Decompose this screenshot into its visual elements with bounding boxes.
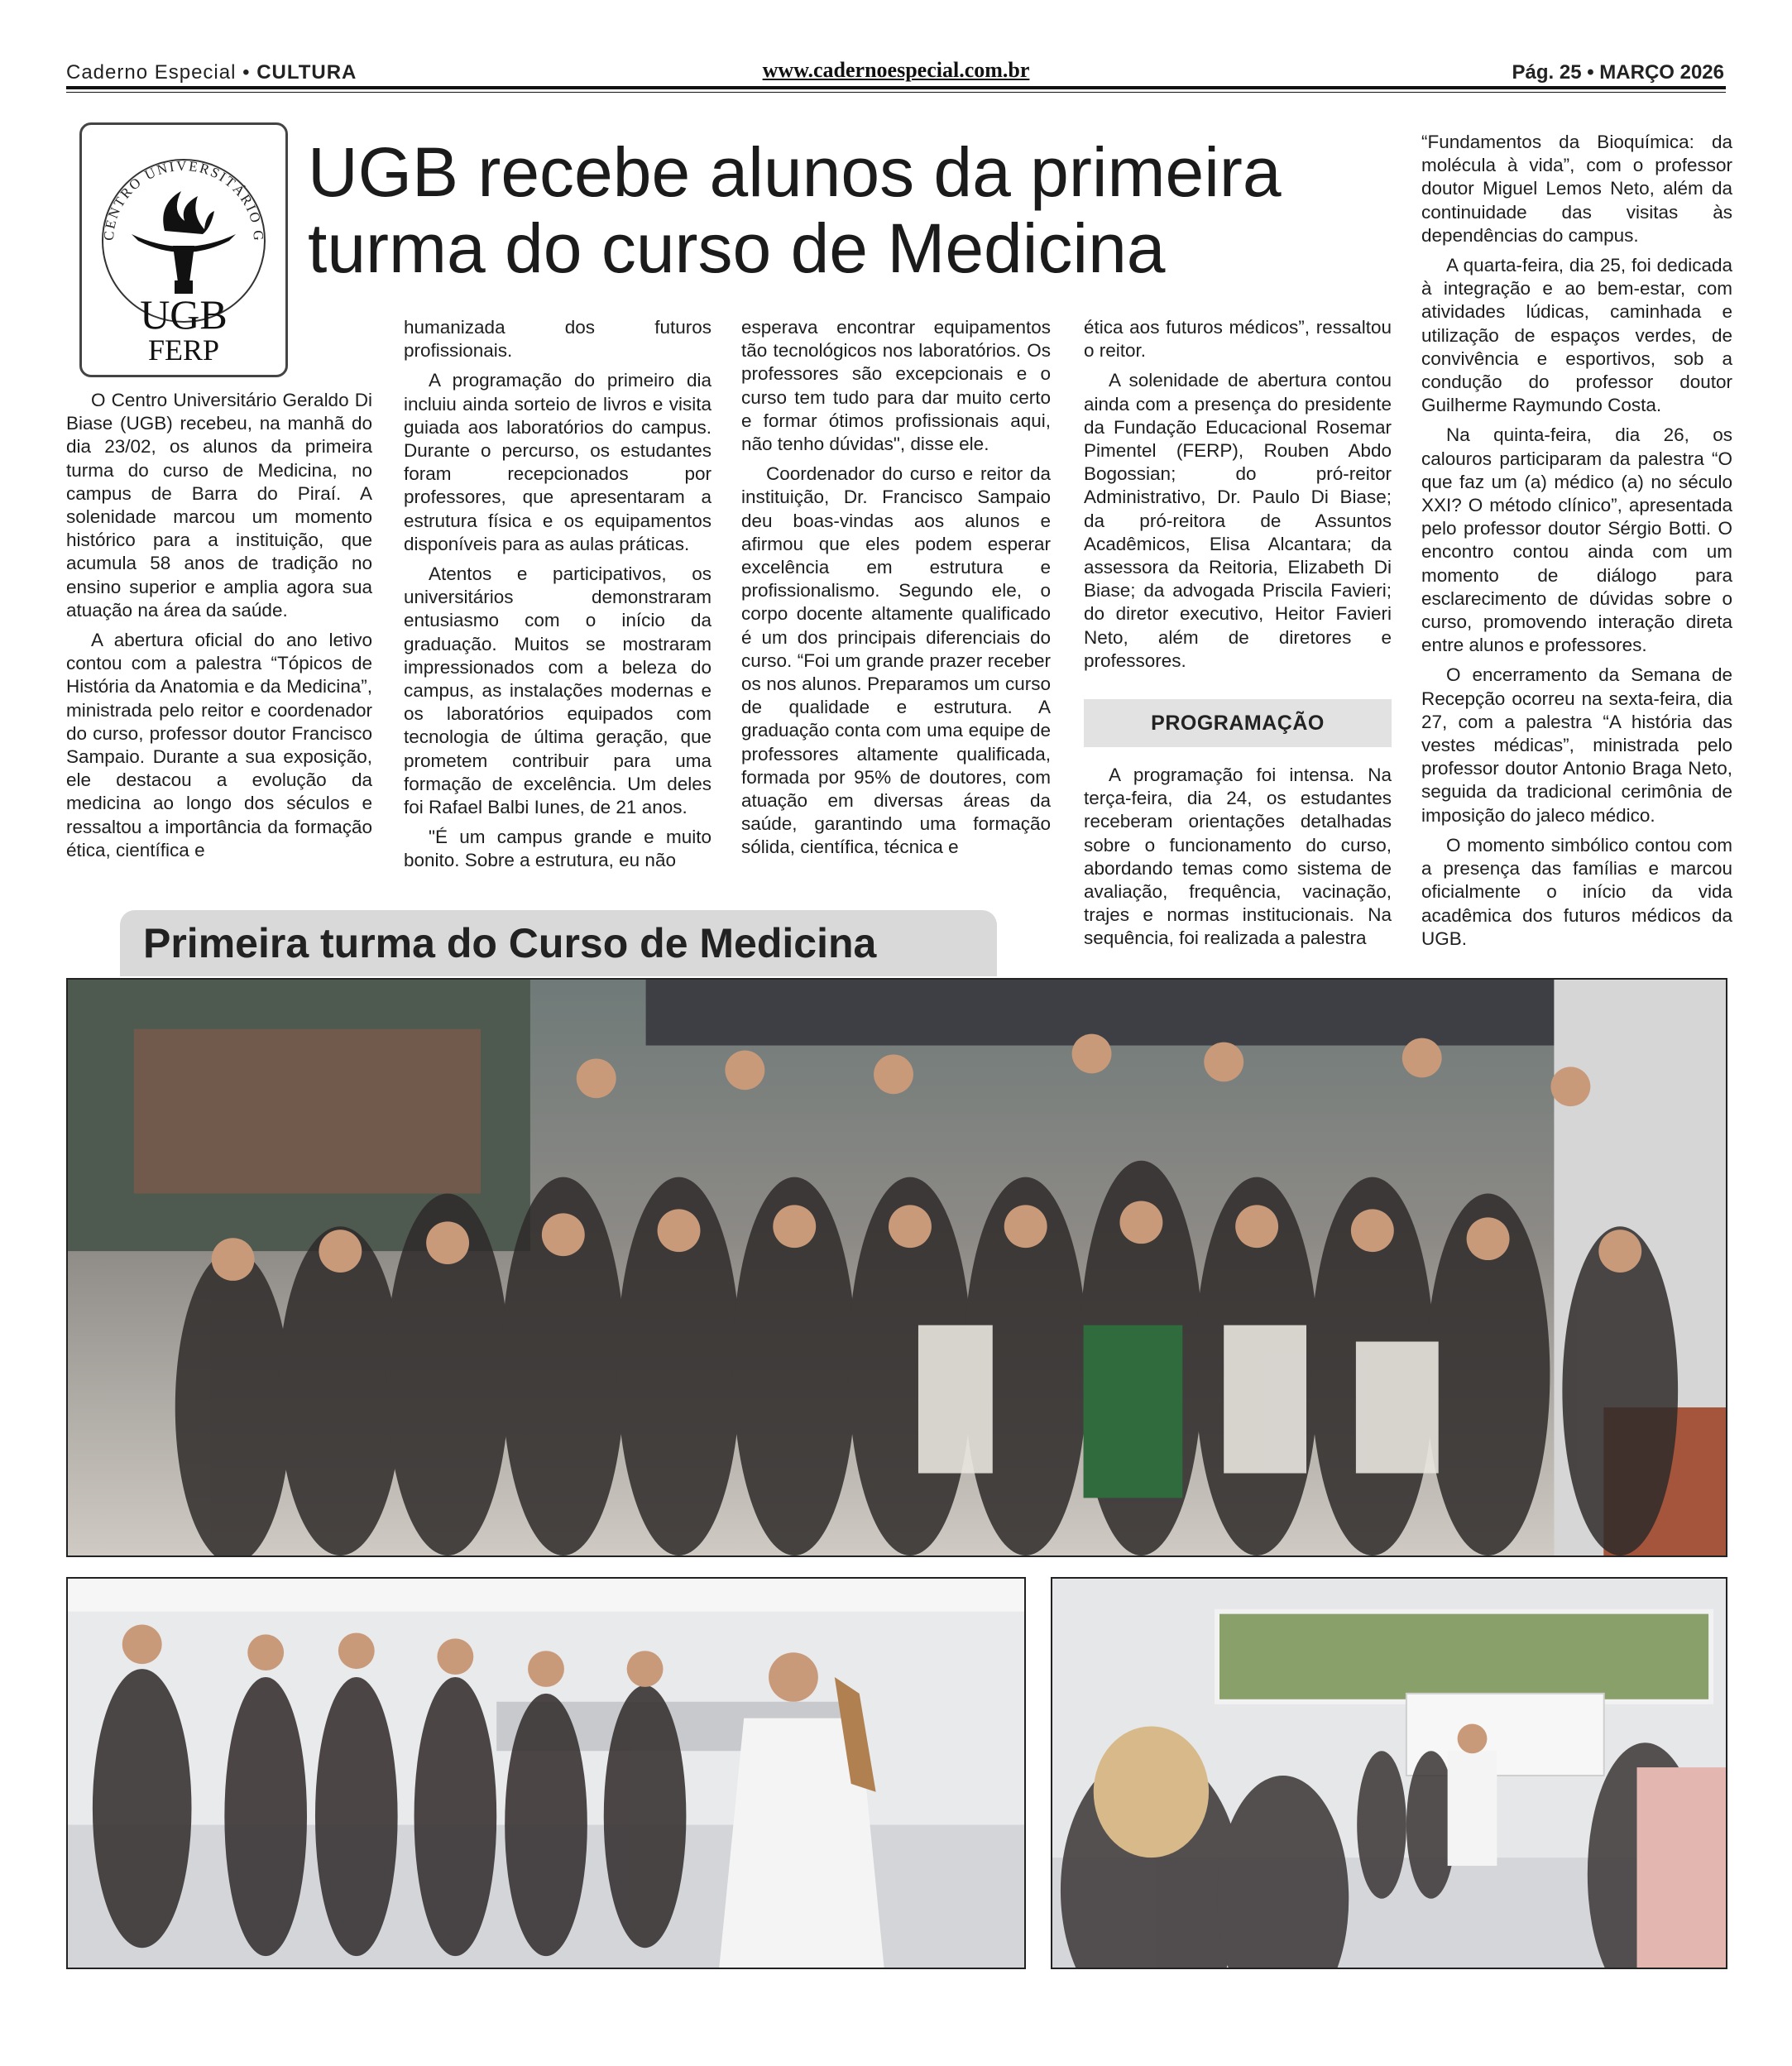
logo-sub-acronym: FERP — [147, 333, 220, 367]
article-headline: UGB recebe alunos da primeira turma do curso de Medicina — [308, 133, 1282, 287]
article-column-3 — [741, 316, 1051, 866]
lab-photo-left — [66, 1577, 1026, 1969]
lab-photo-right — [1051, 1577, 1727, 1969]
section-prefix: Caderno Especial • — [66, 61, 251, 84]
paragraph: A quarta-feira, dia 25, foi dedicada à integração e ao bem-estar, com atividades lúdicas, caminhada e utilização de espaços verdes, de convivência e esportivos, sob a condução do professor doutor Guilherme Raymundo Costa. — [1421, 255, 1732, 416]
paragraph-continued: ética aos futuros médicos”, ressaltou o reitor. — [1084, 317, 1392, 362]
paragraph: Na quinta-feira, dia 26, os calouros participaram da palestra “O que faz um (a) médico (a) no século XXI? O método clínico”, apresentada pelo professor doutor Sérgio Botti. O encontro contou ainda com um momento de diálogo para esclarecimento de dúvidas sobre o curso, promovendo interação direta entre alunos e professores. — [1421, 424, 1732, 656]
logo-acronym: UGB — [140, 291, 228, 338]
article-column-4 — [1084, 316, 1392, 679]
paragraph: A solenidade de abertura contou ainda com a presença do presidente da Fundação Educacional Rosemar Pimentel (FERP), Rouben Abdo Bogossian; do pró-reitor Administrativo, Dr. Paulo Di Biase; da pró-reitora de Assuntos Acadêmicos, Elisa Alcantara; da assessora da Reitoria, Elizabeth Di Biase; da advogada Priscila Favieri; do diretor executivo, Heitor Favieri Neto, além de diretores e professores. — [1084, 370, 1392, 671]
subhead-programacao: PROGRAMAÇÃO — [1084, 699, 1392, 747]
ugb-logo-graphic — [82, 125, 285, 375]
paragraph: O Centro Universitário Geraldo Di Biase (UGB) recebeu, na manhã do dia 23/02, os alunos da primeira turma do curso de Medicina, no campus de Barra do Piraí. A solenidade marcou um momento histórico para a instituição, que acumula 58 anos de tradição no ensino superior e amplia agora sua atuação na área da saúde. — [66, 390, 372, 621]
ugb-logo — [79, 122, 288, 377]
group-photo — [66, 978, 1727, 1557]
paragraph: O encerramento da Semana de Recepção ocorreu na sexta-feira, dia 27, com a palestra “A história das vestes médicas”, ministrada pelo professor doutor Antonio Braga Neto, seguida da tradicional cerimônia de imposição do jaleco médico. — [1421, 664, 1732, 826]
paragraph: A programação do primeiro dia incluiu ainda sorteio de livros e visita guiada aos laboratórios do campus. Durante o percurso, os estudantes foram recepcionados por professores, que apresentaram a estrutura física e os equipamentos disponíveis para as aulas práticas. — [404, 370, 712, 554]
article-column-4-lower — [1084, 764, 1392, 957]
section-name: CULTURA — [256, 61, 357, 84]
website-link[interactable]: www.cadernoespecial.com.br — [762, 58, 1030, 82]
article-column-1 — [66, 389, 372, 869]
paragraph: "É um campus grande e muito bonito. Sobre a estrutura, eu não — [404, 827, 712, 871]
paragraph: O momento simbólico contou com a presença das famílias e marcou oficialmente o início da vida acadêmica dos futuros médicos da UGB. — [1421, 834, 1732, 949]
article-column-5 — [1421, 131, 1732, 957]
article-column-2 — [404, 316, 712, 880]
paragraph-continued: humanizada dos futuros profissionais. — [404, 317, 712, 362]
photo-caption-tab: Primeira turma do Curso de Medicina — [120, 910, 997, 976]
page-info: Pág. 25 • MARÇO 2026 — [1512, 61, 1724, 84]
group-photo-graphic — [68, 980, 1726, 1555]
lab-photo-left-graphic — [68, 1579, 1024, 1968]
header-rule-thin — [66, 92, 1726, 93]
lab-photo-right-graphic — [1052, 1579, 1726, 1968]
paragraph-continued: esperava encontrar equipamentos tão tecnológicos nos laboratórios. Os professores são excepcionais e o curso tem tudo para dar muito certo e formar ótimos profissionais aqui, não tenho dúvidas", disse ele. — [741, 317, 1051, 455]
paragraph: A abertura oficial do ano letivo contou com a palestra “Tópicos de História da Anatomia e da Medicina”, ministrada pelo reitor e coordenador do curso, professor doutor Francisco Sampaio. Durante a sua exposição, ele destacou a evolução da medicina ao longo dos séculos e ressaltou a importância da formação ética, científica e — [66, 630, 372, 860]
paragraph: Atentos e participativos, os universitários demonstraram entusiasmo com o início da graduação. Muitos se mostraram impressionados com a beleza do campus, as instalações modernas e os laboratórios equipados com tecnologia de última geração, que prometem contribuir para uma formação de excelência. Um deles foi Rafael Balbi Iunes, de 21 anos. — [404, 563, 712, 818]
paragraph-continued: “Fundamentos da Bioquímica: da molécula à vida”, com o professor doutor Miguel Lemos Neto, além da continuidade das visitas às dependências do campus. — [1421, 132, 1732, 246]
paragraph: Coordenador do curso e reitor da instituição, Dr. Francisco Sampaio deu boas-vindas aos alunos e afirmou que eles podem esperar excelência em estrutura e profissionalismo. Segundo ele, o corpo docente altamente qualificado é um dos principais diferenciais do curso. “Foi um grande prazer receber os nos alunos. Preparamos um curso de qualidade e estrutura. A graduação conta com uma equipe de professores altamente qualificada, formada por 95% de doutores, com atuação em diversas áreas da saúde, garantindo uma formação sólida, científica, técnica e — [741, 463, 1051, 858]
header-rule — [66, 86, 1726, 89]
paragraph: A programação foi intensa. Na terça-feira, dia 24, os estudantes receberam orientações detalhadas sobre o funcionamento do curso, abordando temas como sistema de avaliação, frequência, vacinação, trajes e normas institucionais. Na sequência, foi realizada a palestra — [1084, 765, 1392, 949]
logo-ring-text: CENTRO UNIVERSITÁRIO G — [100, 157, 267, 243]
